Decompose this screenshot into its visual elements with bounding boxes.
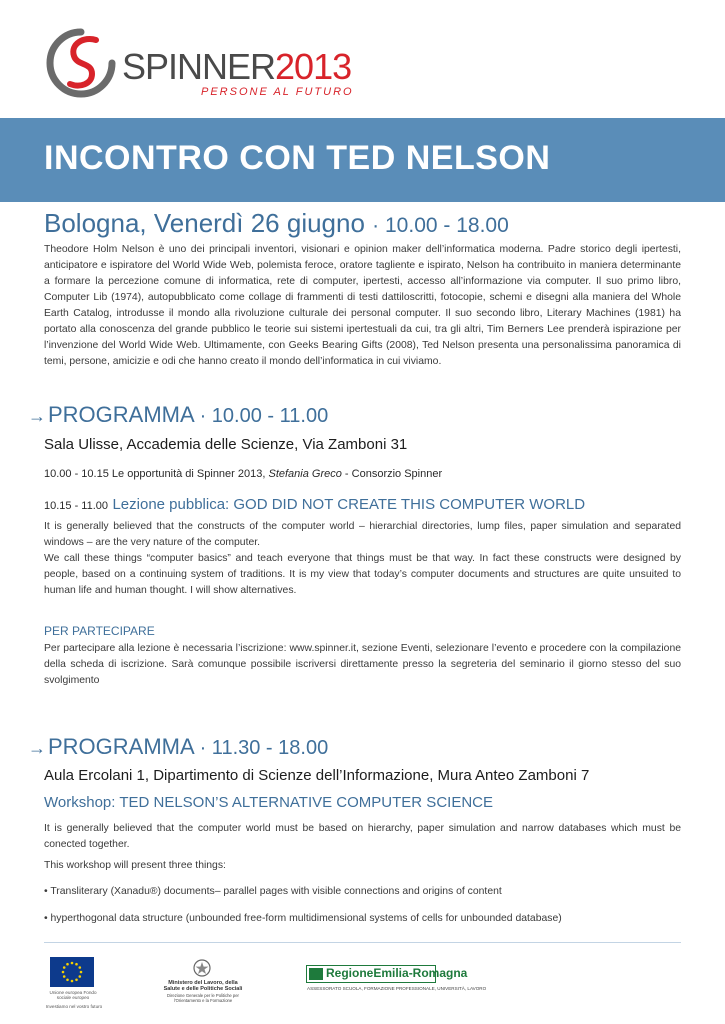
programma-label: PROGRAMMA <box>48 734 194 759</box>
eu-caption: Unione europea Fondo sociale europeo <box>49 990 97 1000</box>
item-org: - Consorzio Spinner <box>344 468 443 480</box>
italian-emblem-icon <box>191 958 213 978</box>
arrow-icon: → <box>28 406 46 426</box>
brand-year: 2013 <box>275 46 352 87</box>
intro-paragraph: Theodore Holm Nelson è uno dei principali inventori, visionari e opinion maker dell’informatica moderna. Padre storico degli ipertesti, anticipatore e ispiratore del World Wide Web, polemista feroce, oratore tagliente e ispirato, Nelson ha contribuito in maniera determinante a formare la percezione comune di informatica, rete di computer, ipertesti, accesso all’informazione via computer. Il suo primo libro, Computer Lib (1974), autopubblicato come collage di frammenti di testi dattiloscritti, fotocopie, schemi e disegni alla maniera del Whole Earth Catalog, introdusse il mondo alla rivoluzione culturale dei personal computer. Il suo secondo libro, Literary Machines (1981) ha portato alla conoscenza del grande pubblico le teorie sui sistemi ipertestuali da cui, tra gli altri, Tim Berners Lee prenderà ispirazione per l’invenzione del World Wide Web. Ultimamente, con Geeks Bearing Gifts (2008), Ted Nelson presenta una personalissima panoramica di temi, persone, amicizie e odi che hanno creato il mondo dell’informatica in cui viviamo. <box>44 244 681 367</box>
eu-slogan: Investiamo nel vostro futuro <box>45 1004 103 1009</box>
schedule-item-2 <box>44 496 585 514</box>
brand-word: SPINNER <box>122 46 276 87</box>
region-flag-icon <box>309 968 323 980</box>
workshop-title: Workshop: TED NELSON’S ALTERNATIVE COMPUTER SCIENCE <box>44 794 493 811</box>
item-time: 10.00 - 10.15 <box>44 468 109 480</box>
footer-divider <box>44 942 681 943</box>
venue-2: Aula Ercolani 1, Dipartimento di Scienze dell’Informazione, Mura Anteo Zamboni 7 <box>44 767 590 784</box>
spinner-logo-icon <box>44 26 118 100</box>
ministry-subtitle: Direzione Generale per le Politiche per l’Orientamento e la Formazione <box>167 993 239 1003</box>
brand-tagline: PERSONE AL FUTURO <box>201 86 354 98</box>
partecipare-paragraph: Per partecipare alla lezione è necessaria l’iscrizione: www.spinner.it, sezione Eventi, selezionare l’evento e procedere con la compilazione della scheda di iscrizione. Sarà comunque possibile iscriversi direttamente presso la segreteria del seminario il giorno stesso del suo svolgimento <box>44 643 681 686</box>
region-name: RegioneEmilia-Romagna <box>326 966 468 980</box>
programma-label: PROGRAMMA <box>48 402 194 427</box>
abstract-paragraph: It is generally believed that the constructs of the computer world – hierarchial directories, lump files, paper simulation and separated windows – are the very nature of the computer. <box>44 521 681 548</box>
programma-heading-1 <box>28 402 328 428</box>
region-subtitle: ASSESSORATO SCUOLA, FORMAZIONE PROFESSIONALE, UNIVERSITÀ, LAVORO <box>307 986 487 991</box>
event-place-date: Bologna, Venerdì 26 giugno <box>44 208 365 238</box>
item-title: Le opportunità di Spinner 2013, <box>111 468 266 480</box>
workshop-bullet: • Transliterary (Xanadu®) documents– parallel pages with visible connections and origins of content <box>44 886 502 897</box>
schedule-item-1 <box>44 468 442 480</box>
page-title: INCONTRO CON TED NELSON <box>44 139 551 177</box>
item-time: 10.15 - 11.00 <box>44 500 109 512</box>
ministry-title: Ministero del Lavoro, della Salute e delle Politiche Sociali <box>163 980 243 992</box>
workshop-paragraph: This workshop will present three things: <box>44 860 226 871</box>
abstract-paragraph: We call these things “computer basics” and teach everyone that things must be that way. In fact these constructs were designed by people, based on a continuing system of traditions. It is my view that today’s computer documents and structures are quite unsuited to human life and human thought. I will show alternatives. <box>44 553 681 596</box>
arrow-icon: → <box>28 738 46 758</box>
venue-1: Sala Ulisse, Accademia delle Scienze, Via Zamboni 31 <box>44 436 408 453</box>
lecture-abstract <box>44 519 681 599</box>
eu-flag-icon <box>50 957 94 987</box>
workshop-bullet: • hyperthogonal data structure (unbounded free-form multidimensional systems of cells for unbounded database) <box>44 913 562 924</box>
item-title: Lezione pubblica: GOD DID NOT CREATE THIS COMPUTER WORLD <box>112 496 586 513</box>
brand-name <box>122 46 351 88</box>
programma-heading-2 <box>28 734 328 760</box>
programma-time: · 11.30 - 18.00 <box>199 737 329 759</box>
event-date <box>44 208 509 239</box>
partecipare-heading: PER PARTECIPARE <box>44 624 155 638</box>
event-time: · 10.00 - 18.00 <box>372 214 509 237</box>
item-speaker: Stefania Greco <box>268 468 342 480</box>
workshop-paragraph: It is generally believed that the computer world must be based on hierarchy, paper simulation and narrow databases which must be conected together. <box>44 823 681 850</box>
programma-time: · 10.00 - 11.00 <box>199 405 329 427</box>
